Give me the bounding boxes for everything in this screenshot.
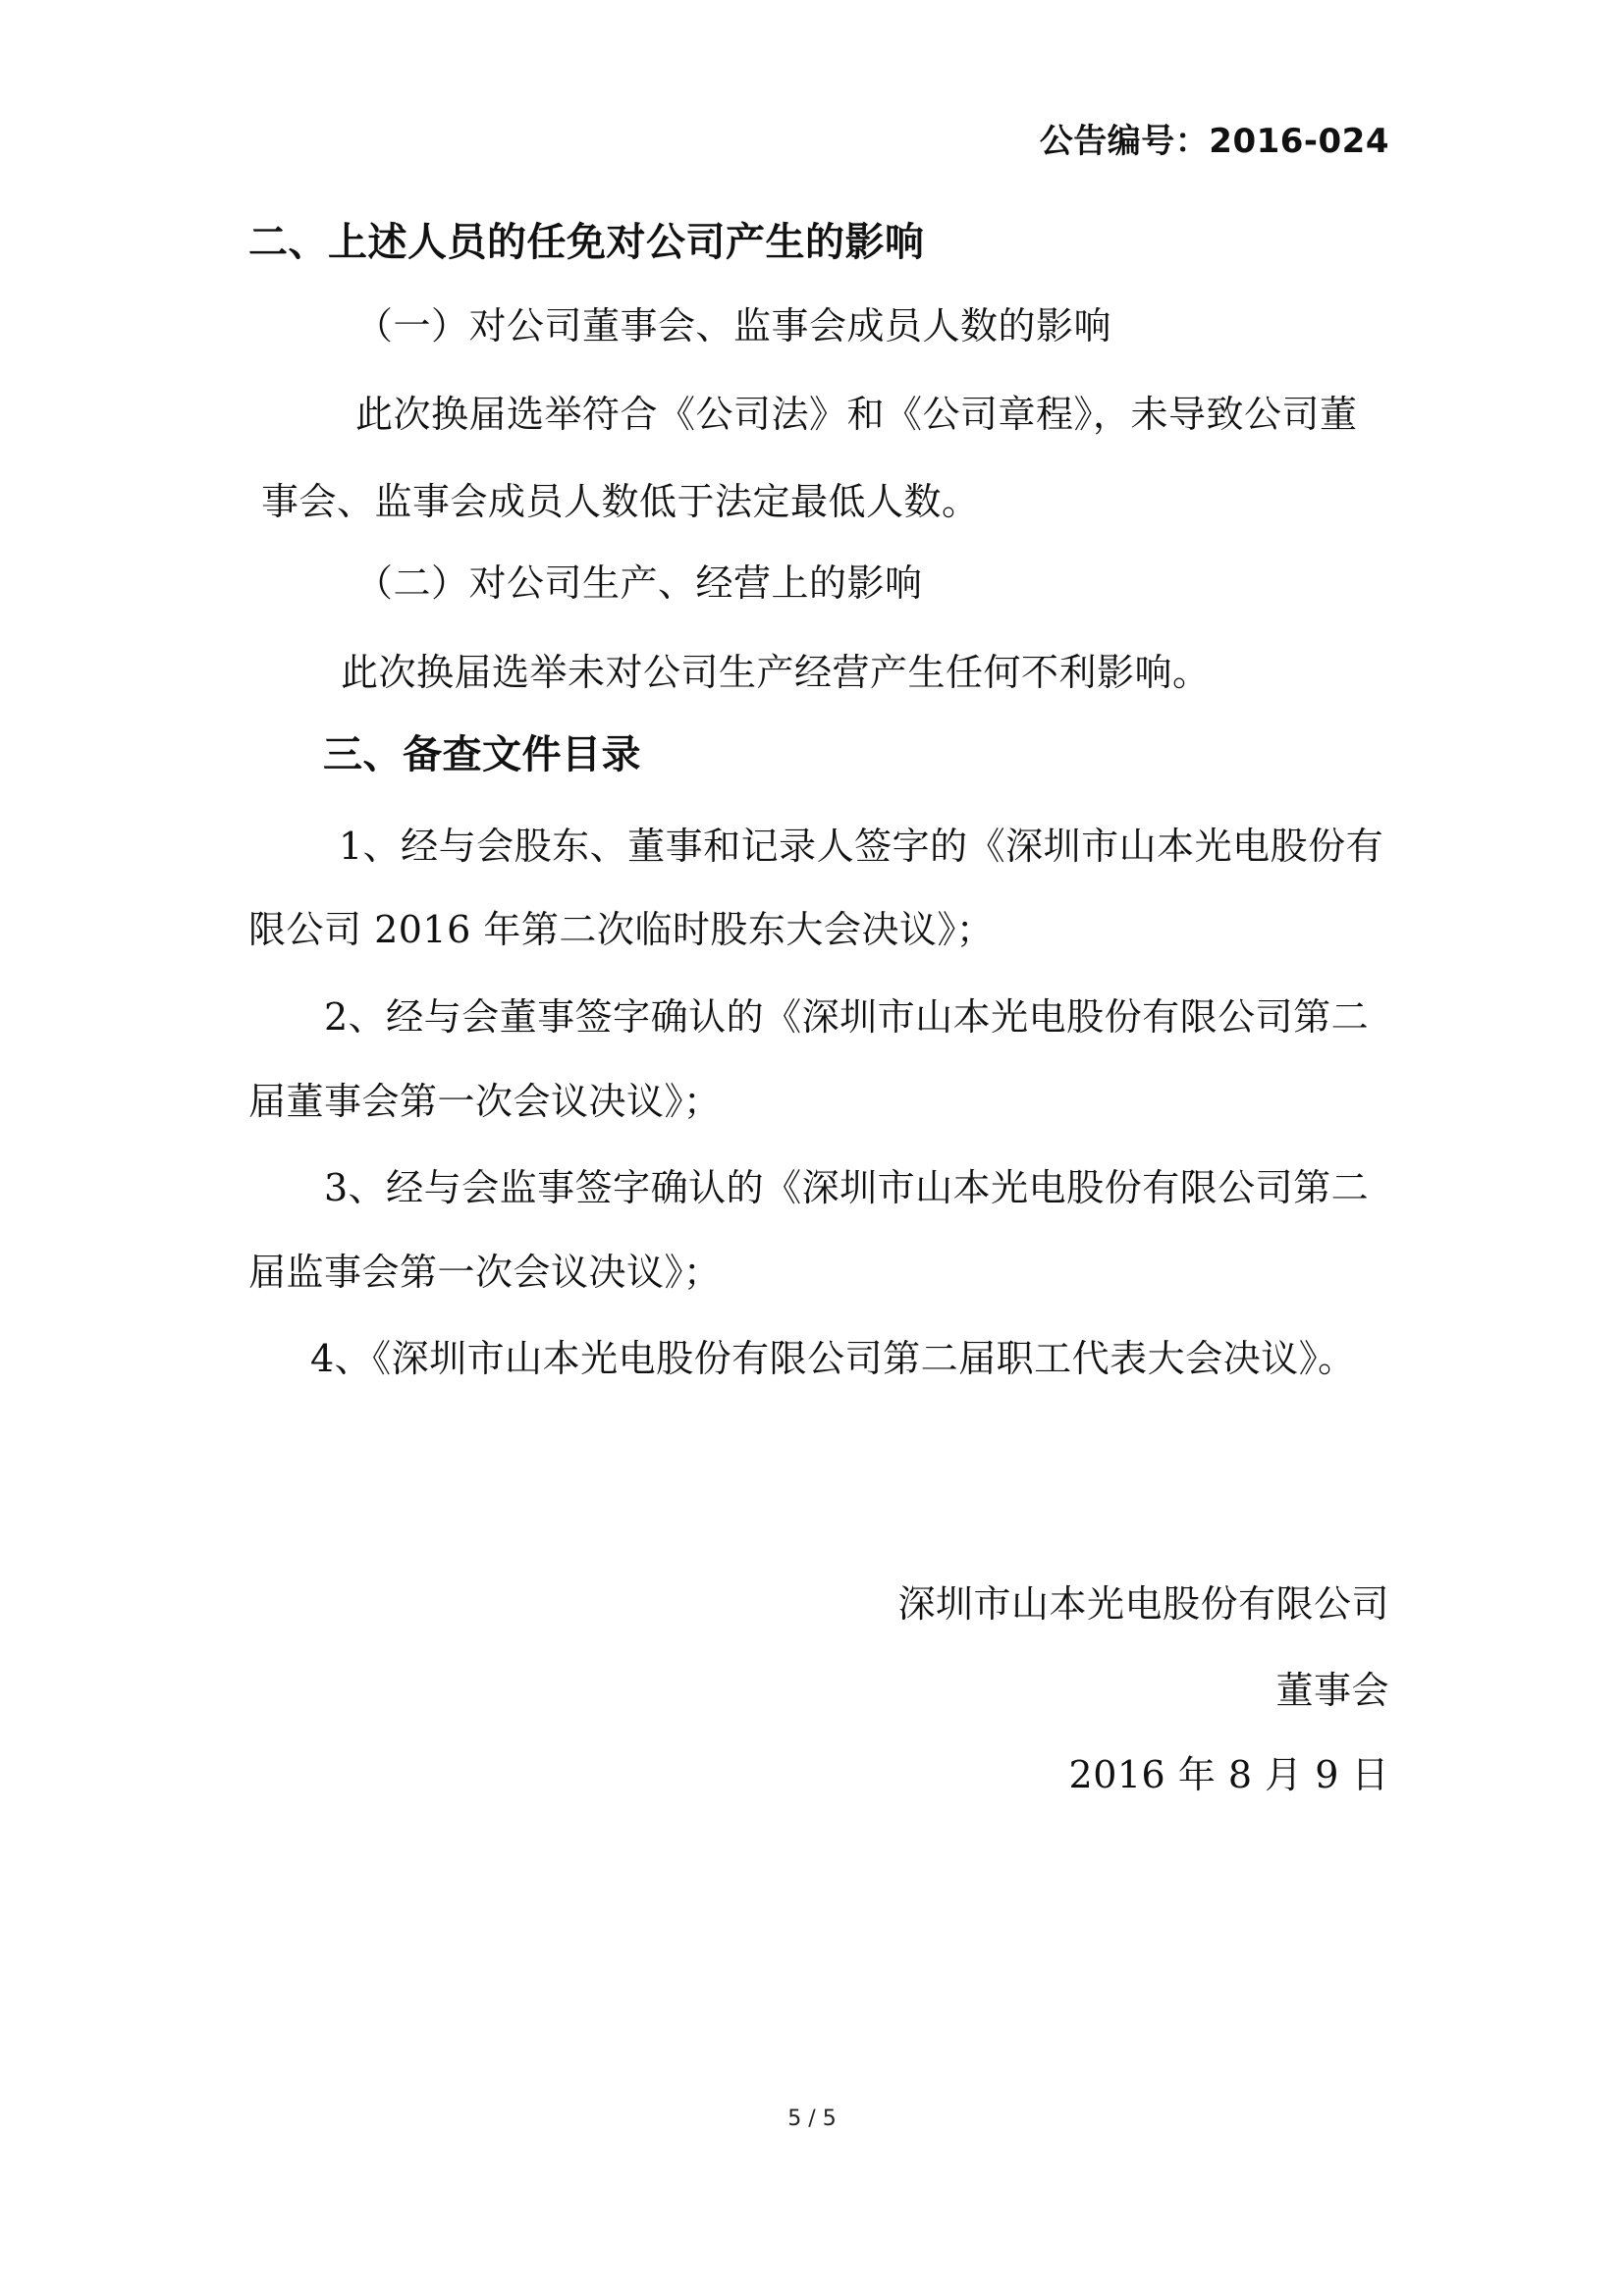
page-number: 5 / 5 [787, 2107, 837, 2131]
signature-date: 2016 年 8 月 9 日 [1068, 1753, 1389, 1796]
subsection-1-body-line2: 事会、监事会成员人数低于法定最低人数。 [261, 480, 980, 523]
list-item-4: 4、《深圳市山本光电股份有限公司第二届职工代表大会决议》。 [310, 1337, 1356, 1380]
list-item-1-line1: 1、经与会股东、董事和记录人签字的《深圳市山本光电股份有 [339, 825, 1384, 868]
list-item-2-line1: 2、经与会董事签字确认的《深圳市山本光电股份有限公司第二 [324, 995, 1370, 1039]
list-item-2-line2: 届董事会第一次会议决议》； [248, 1080, 722, 1123]
list-item-1-line2: 限公司 2016 年第二次临时股东大会决议》； [248, 908, 995, 951]
subsection-2-body: 此次换届选举未对公司生产经营产生任何不利影响。 [341, 651, 1211, 694]
notice-number: 公告编号：2016-024 [1039, 122, 1389, 161]
list-item-3-line2: 届监事会第一次会议决议》； [248, 1251, 722, 1294]
section-2-heading: 二、上述人员的任免对公司产生的影响 [248, 220, 925, 265]
signature-board: 董事会 [1275, 1669, 1389, 1712]
section-3-heading: 三、备查文件目录 [323, 732, 641, 777]
signature-company: 深圳市山本光电股份有限公司 [897, 1582, 1389, 1626]
subsection-2-heading: （二）对公司生产、经营上的影响 [355, 561, 923, 605]
list-item-3-line1: 3、经与会监事签字确认的《深圳市山本光电股份有限公司第二 [324, 1166, 1370, 1209]
subsection-1-body-line1: 此次换届选举符合《公司法》和《公司章程》，未导致公司董 [355, 393, 1358, 436]
subsection-1-heading: （一）对公司董事会、监事会成员人数的影响 [355, 304, 1112, 347]
